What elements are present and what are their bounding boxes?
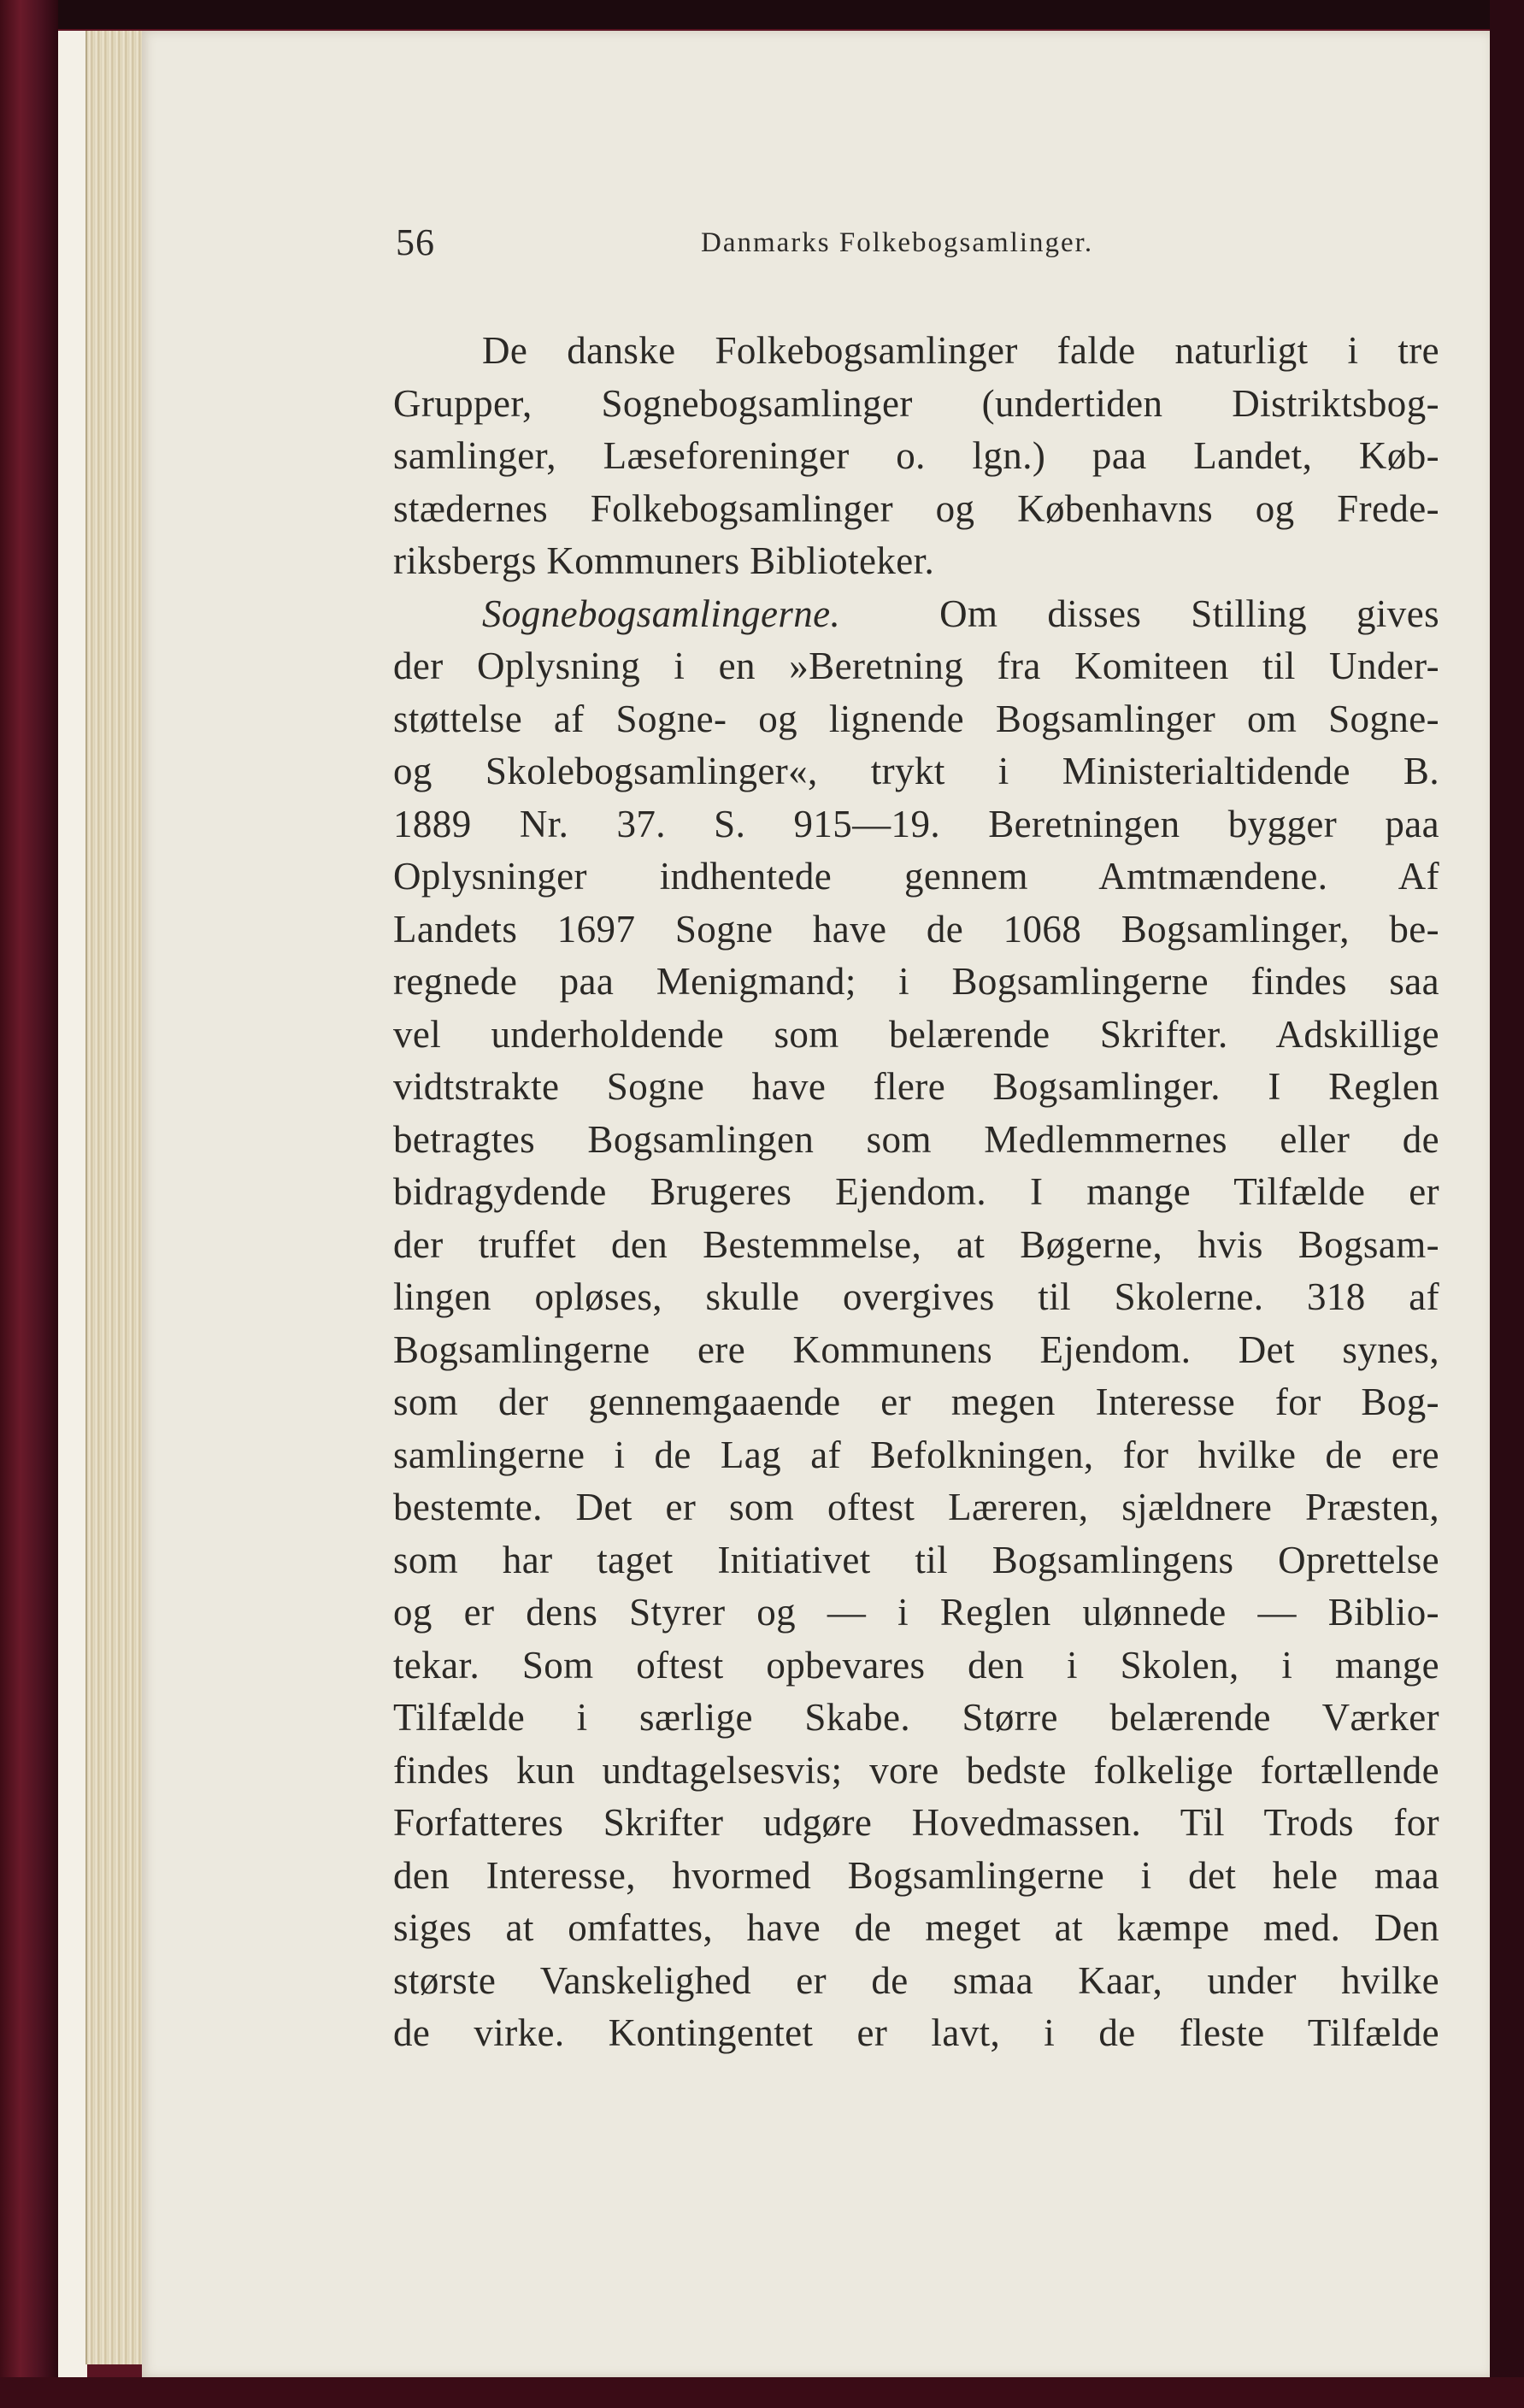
section-heading: Sognebogsamlingerne. <box>482 592 841 635</box>
text-line: der truffet den Bestemmelse, at Bøgerne, hvis Bogsam- <box>393 1222 1439 1266</box>
text-line: Grupper, Sognebogsamlinger (undertiden Distriktsbog- <box>393 381 1439 425</box>
text-line: Landets 1697 Sogne have de 1068 Bogsamlinger, be- <box>393 907 1439 951</box>
text-line: samlingerne i de Lag af Befolkningen, for hvilke de ere <box>393 1433 1439 1476</box>
text-line: bidragydende Brugeres Ejendom. I mange Tilfælde er <box>393 1170 1439 1213</box>
text-line: den Interesse, hvormed Bogsamlingerne i det hele maa <box>393 1853 1439 1897</box>
text-line: der Oplysning i en »Beretning fra Komiteen til Under- <box>393 645 1439 687</box>
text-line: største Vanskelighed er de smaa Kaar, under hvilke <box>393 1958 1439 2002</box>
text-line: Forfatteres Skrifter udgøre Hovedmassen. Til Trods for <box>393 1801 1439 1844</box>
text-line: regnede paa Menigmand; i Bogsamlingerne findes saa <box>393 960 1439 1003</box>
text-line: siges at omfattes, have de meget at kæmpe med. Den <box>393 1906 1439 1949</box>
stacked-page-edges <box>85 31 147 2364</box>
page-number: 56 <box>396 221 435 263</box>
text-line: lingen opløses, skulle overgives til Skolerne. 318 af <box>393 1275 1439 1318</box>
text-line: Bogsamlingerne ere Kommunens Ejendom. Det synes, <box>393 1328 1439 1371</box>
body-text <box>393 325 1439 2060</box>
text-line: vel underholdende som belærende Skrifter. Adskillige <box>393 1012 1439 1056</box>
text-line: betragtes Bogsamlingen som Medlemmernes eller de <box>393 1117 1439 1161</box>
binding-right-edge <box>1490 0 1524 2408</box>
text-line: Oplysninger indhentede gennem Amtmændene. Af <box>393 855 1439 898</box>
text-line: støttelse af Sogne- og lignende Bogsamlinger om Sogne- <box>393 697 1439 740</box>
text-line: vidtstrakte Sogne have flere Bogsamlinger. I Reglen <box>393 1065 1439 1108</box>
text-line: findes kun undtagelsesvis; vore bedste folkelige fortællende <box>393 1748 1439 1792</box>
text-line: samlinger, Læseforeninger o. lgn.) paa Landet, Køb- <box>393 434 1439 477</box>
text-line-tail: Om disses Stilling gives <box>939 592 1439 635</box>
text-line: tekar. Som oftest opbevares den i Skolen, i mange <box>393 1643 1439 1687</box>
text-line: som har taget Initiativet til Bogsamlingens Oprettelse <box>393 1538 1439 1581</box>
text-line: og er dens Styrer og — i Reglen ulønnede — Biblio- <box>393 1591 1439 1634</box>
text-line: 1889 Nr. 37. S. 915—19. Beretningen bygger paa <box>393 802 1439 845</box>
text-line: bestemte. Det er som oftest Læreren, sjældnere Præsten, <box>393 1486 1439 1528</box>
text-line: som der gennemgaaende er megen Interesse for Bog- <box>393 1381 1439 1423</box>
text-line: og Skolebogsamlinger«, trykt i Ministerialtidende B. <box>393 750 1439 792</box>
running-head <box>396 221 1449 272</box>
text-line: Tilfælde i særlige Skabe. Større belærende Værker <box>393 1696 1439 1739</box>
text-line: riksbergs Kommuners Biblioteker. <box>393 539 935 582</box>
text-line-with-heading <box>393 588 1439 641</box>
binding-bottom-edge <box>0 2377 1524 2408</box>
page-inner-margin <box>58 31 87 2377</box>
text-line: De danske Folkebogsamlinger falde naturligt i tre <box>482 329 1439 372</box>
running-head-title: Danmarks Folkebogsamlinger. <box>701 227 1094 258</box>
binding-top-edge <box>0 0 1524 29</box>
binding-left-cloth <box>0 0 58 2408</box>
text-line: de virke. Kontingentet er lavt, i de fleste Tilfælde <box>393 2011 1439 2054</box>
text-line: stædernes Folkebogsamlinger og Københavns og Frede- <box>393 486 1439 530</box>
